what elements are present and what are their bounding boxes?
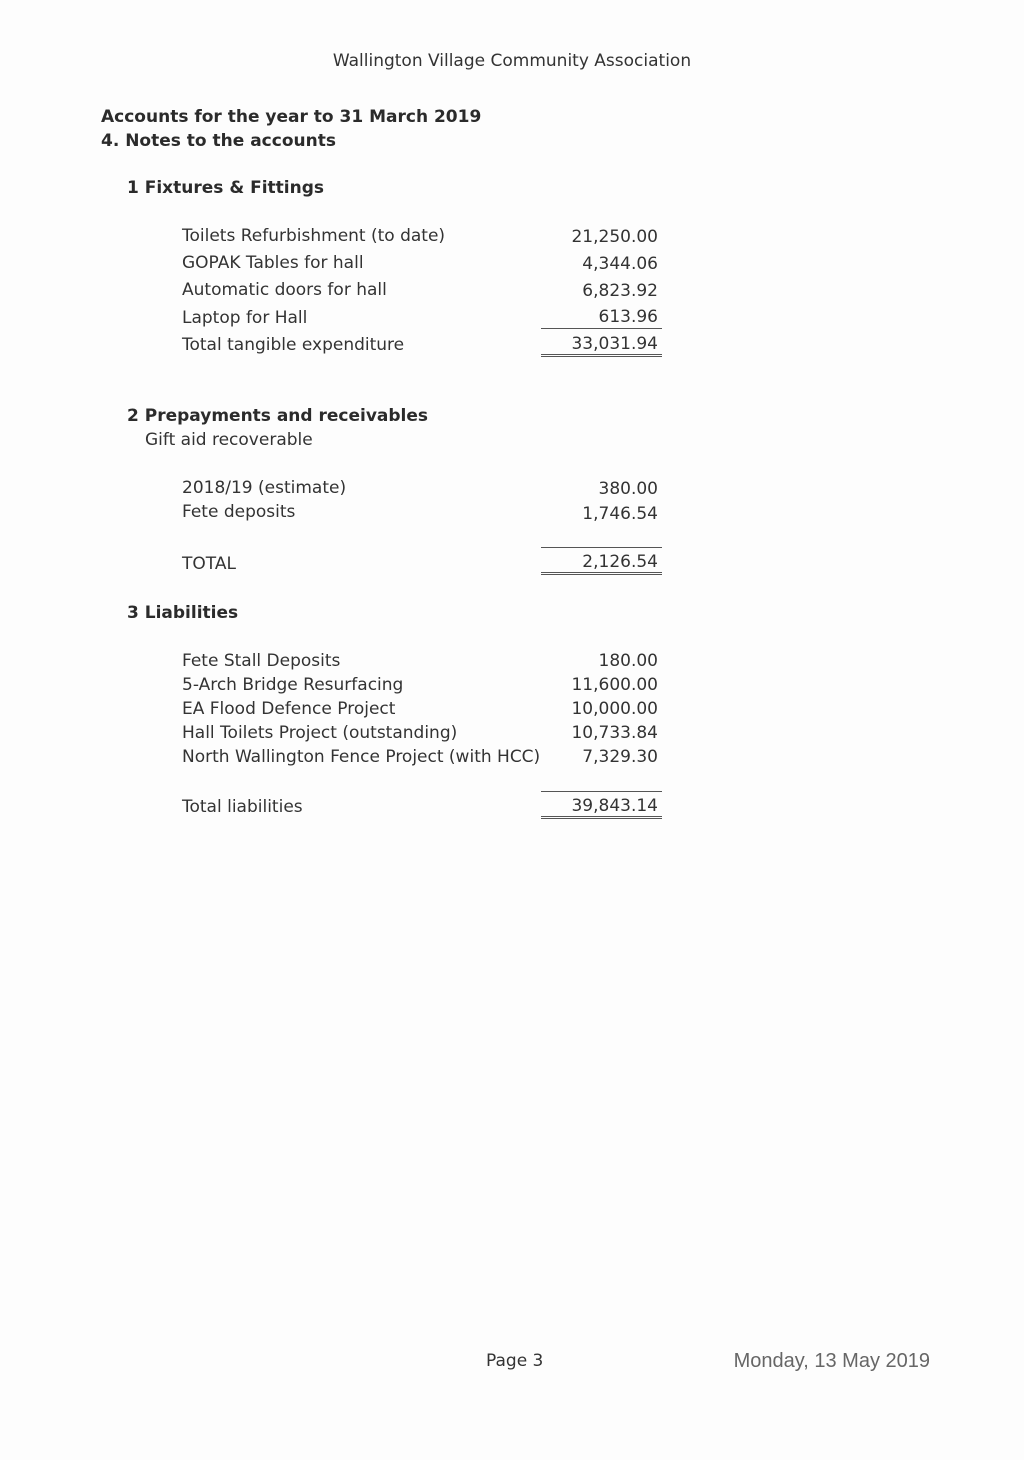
prepayments-item-amount: 380.00 [598, 479, 658, 499]
liabilities-item-label: 5-Arch Bridge Resurfacing [182, 675, 404, 695]
liabilities-item-amount: 180.00 [598, 651, 658, 671]
liabilities-item-amount: 11,600.00 [571, 675, 658, 695]
liabilities-item-amount: 10,000.00 [571, 699, 658, 719]
subtotal-rule [541, 328, 662, 329]
subtotal-rule [541, 791, 662, 792]
prepayments-total-label: TOTAL [182, 554, 236, 574]
liabilities-total-label: Total liabilities [182, 797, 303, 817]
liabilities-item-label: North Wallington Fence Project (with HCC) [182, 747, 541, 767]
prepayments-item-label: 2018/19 (estimate) [182, 478, 347, 498]
liabilities-item-label: Fete Stall Deposits [182, 651, 341, 671]
fixtures-item-label: GOPAK Tables for hall [182, 253, 364, 273]
liabilities-heading: 3 Liabilities [127, 603, 239, 623]
liabilities-total-amount: 39,843.14 [571, 796, 658, 816]
fixtures-item-amount: 6,823.92 [582, 281, 658, 301]
liabilities-item-label: Hall Toilets Project (outstanding) [182, 723, 458, 743]
prepayments-total-amount: 2,126.54 [582, 552, 658, 572]
fixtures-item-amount: 4,344.06 [582, 254, 658, 274]
liabilities-item-amount: 7,329.30 [582, 747, 658, 767]
fixtures-total-label: Total tangible expenditure [182, 335, 405, 355]
fixtures-item-label: Automatic doors for hall [182, 280, 387, 300]
liabilities-item-amount: 10,733.84 [571, 723, 658, 743]
prepayments-item-label: Fete deposits [182, 502, 296, 522]
accounts-title: Accounts for the year to 31 March 2019 [101, 107, 482, 127]
page-number: Page 3 [486, 1351, 544, 1371]
organisation-header: Wallington Village Community Association [332, 51, 692, 71]
fixtures-item-amount: 21,250.00 [571, 227, 658, 247]
notes-title: 4. Notes to the accounts [101, 131, 336, 151]
prepayments-subheading: Gift aid recoverable [145, 430, 313, 450]
total-double-rule [541, 354, 662, 357]
total-double-rule [541, 816, 662, 819]
fixtures-item-label: Toilets Refurbishment (to date) [182, 226, 446, 246]
fixtures-heading: 1 Fixtures & Fittings [127, 178, 324, 198]
total-double-rule [541, 572, 662, 575]
liabilities-item-label: EA Flood Defence Project [182, 699, 396, 719]
subtotal-rule [541, 547, 662, 548]
fixtures-item-label: Laptop for Hall [182, 308, 308, 328]
prepayments-heading: 2 Prepayments and receivables [127, 406, 429, 426]
fixtures-item-amount: 613.96 [598, 307, 658, 327]
fixtures-total-amount: 33,031.94 [571, 334, 658, 354]
print-date: Monday, 13 May 2019 [733, 1350, 930, 1372]
prepayments-item-amount: 1,746.54 [582, 504, 658, 524]
